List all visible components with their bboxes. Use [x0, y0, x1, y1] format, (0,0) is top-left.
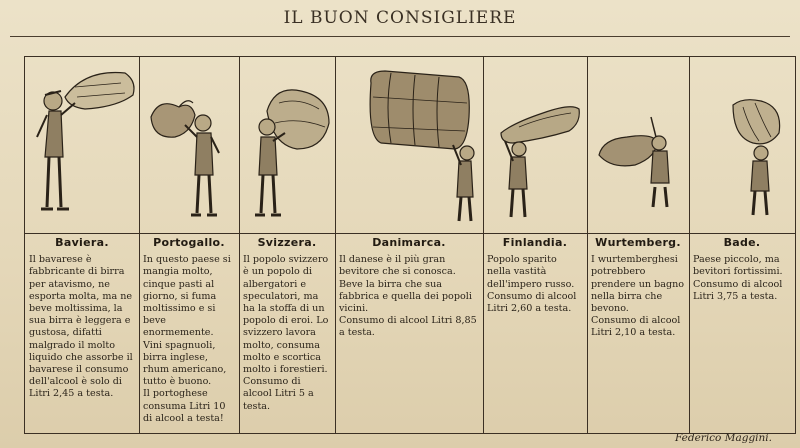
country-title: Wurtemberg.: [595, 236, 681, 249]
column-text: Il danese è il più gran bevitore che si conosca.: [339, 254, 456, 278]
country-title: Danimarca.: [372, 236, 446, 249]
column-text: I wurtemberghesi potrebbero prendere un bagno nella birra che bevono.: [591, 254, 685, 315]
column-text: Consumo di alcool Litri 2,60 a testa.: [487, 290, 577, 315]
column-text: Consumo di alcool Litri 3,75 a testa.: [693, 278, 783, 302]
country-title: Bade.: [723, 236, 761, 249]
country-title: Baviera.: [55, 236, 109, 249]
column-text: Consumo di alcool Litri 2,10 a testa.: [591, 315, 681, 339]
illustration-table: [24, 56, 796, 434]
column-baviera: [25, 237, 139, 401]
column-text: Il portoghese consuma Litri 10 di alcool a testa!: [143, 388, 226, 424]
page-title: IL BUON CONSIGLIERE: [283, 8, 517, 28]
illustration-finlandia: [483, 57, 587, 233]
column-text: Consumo di alcool Litri 8,85 a testa.: [339, 315, 477, 339]
column-svizzera: [239, 237, 335, 413]
column-wurtemberg: [587, 237, 689, 340]
illustration-svizzera: [239, 57, 335, 233]
column-text: Il bavarese è fabbricante di birra per atavismo, ne esporta molta, ma ne beve moltissima, la sua birra è leggera e gustosa, difatti malgrado il molto liquido che assorbe il bavarese il consumo dell'alcool è solo di Litri 2,45 a testa.: [29, 254, 133, 400]
column-text: Consumo di alcool Litri 5 a testa.: [243, 376, 314, 412]
country-title: Svizzera.: [257, 236, 317, 249]
column-danimarca: [335, 237, 483, 340]
country-title: Portogallo.: [153, 236, 225, 249]
column-text: Beve la birra che sua fabbrica e quella dei popoli vicini.: [339, 278, 472, 315]
illustration-portogallo: [139, 57, 239, 233]
author-signature: Federico Maggini.: [674, 432, 772, 444]
column-finlandia: [483, 237, 587, 315]
country-title: Finlandia.: [502, 236, 568, 249]
column-text: Popolo sparito nella vastità dell'impero russo.: [487, 254, 575, 290]
column-portogallo: [139, 237, 239, 425]
column-text: Il popolo svizzero è un popolo di albergatori e speculatori, ma ha la stoffa di un popolo di eroi. Lo svizzero lavora molto, consuma molto e scortica molto i forestieri.: [243, 254, 329, 376]
illustration-bade: [689, 57, 795, 233]
illustration-baviera: [25, 57, 139, 233]
column-text: In questo paese si mangia molto, cinque pasti al giorno, si fuma moltissimo e si beve enormemente. Vini spagnuoli, birra inglese, rhum americano, tutto è buono.: [143, 254, 231, 388]
illustration-danimarca: [335, 57, 483, 233]
header-rule: [10, 36, 790, 37]
illustration-wurtemberg: [587, 57, 689, 233]
column-bade: [689, 237, 795, 303]
column-text: Paese piccolo, ma bevitori fortissimi.: [693, 254, 783, 278]
